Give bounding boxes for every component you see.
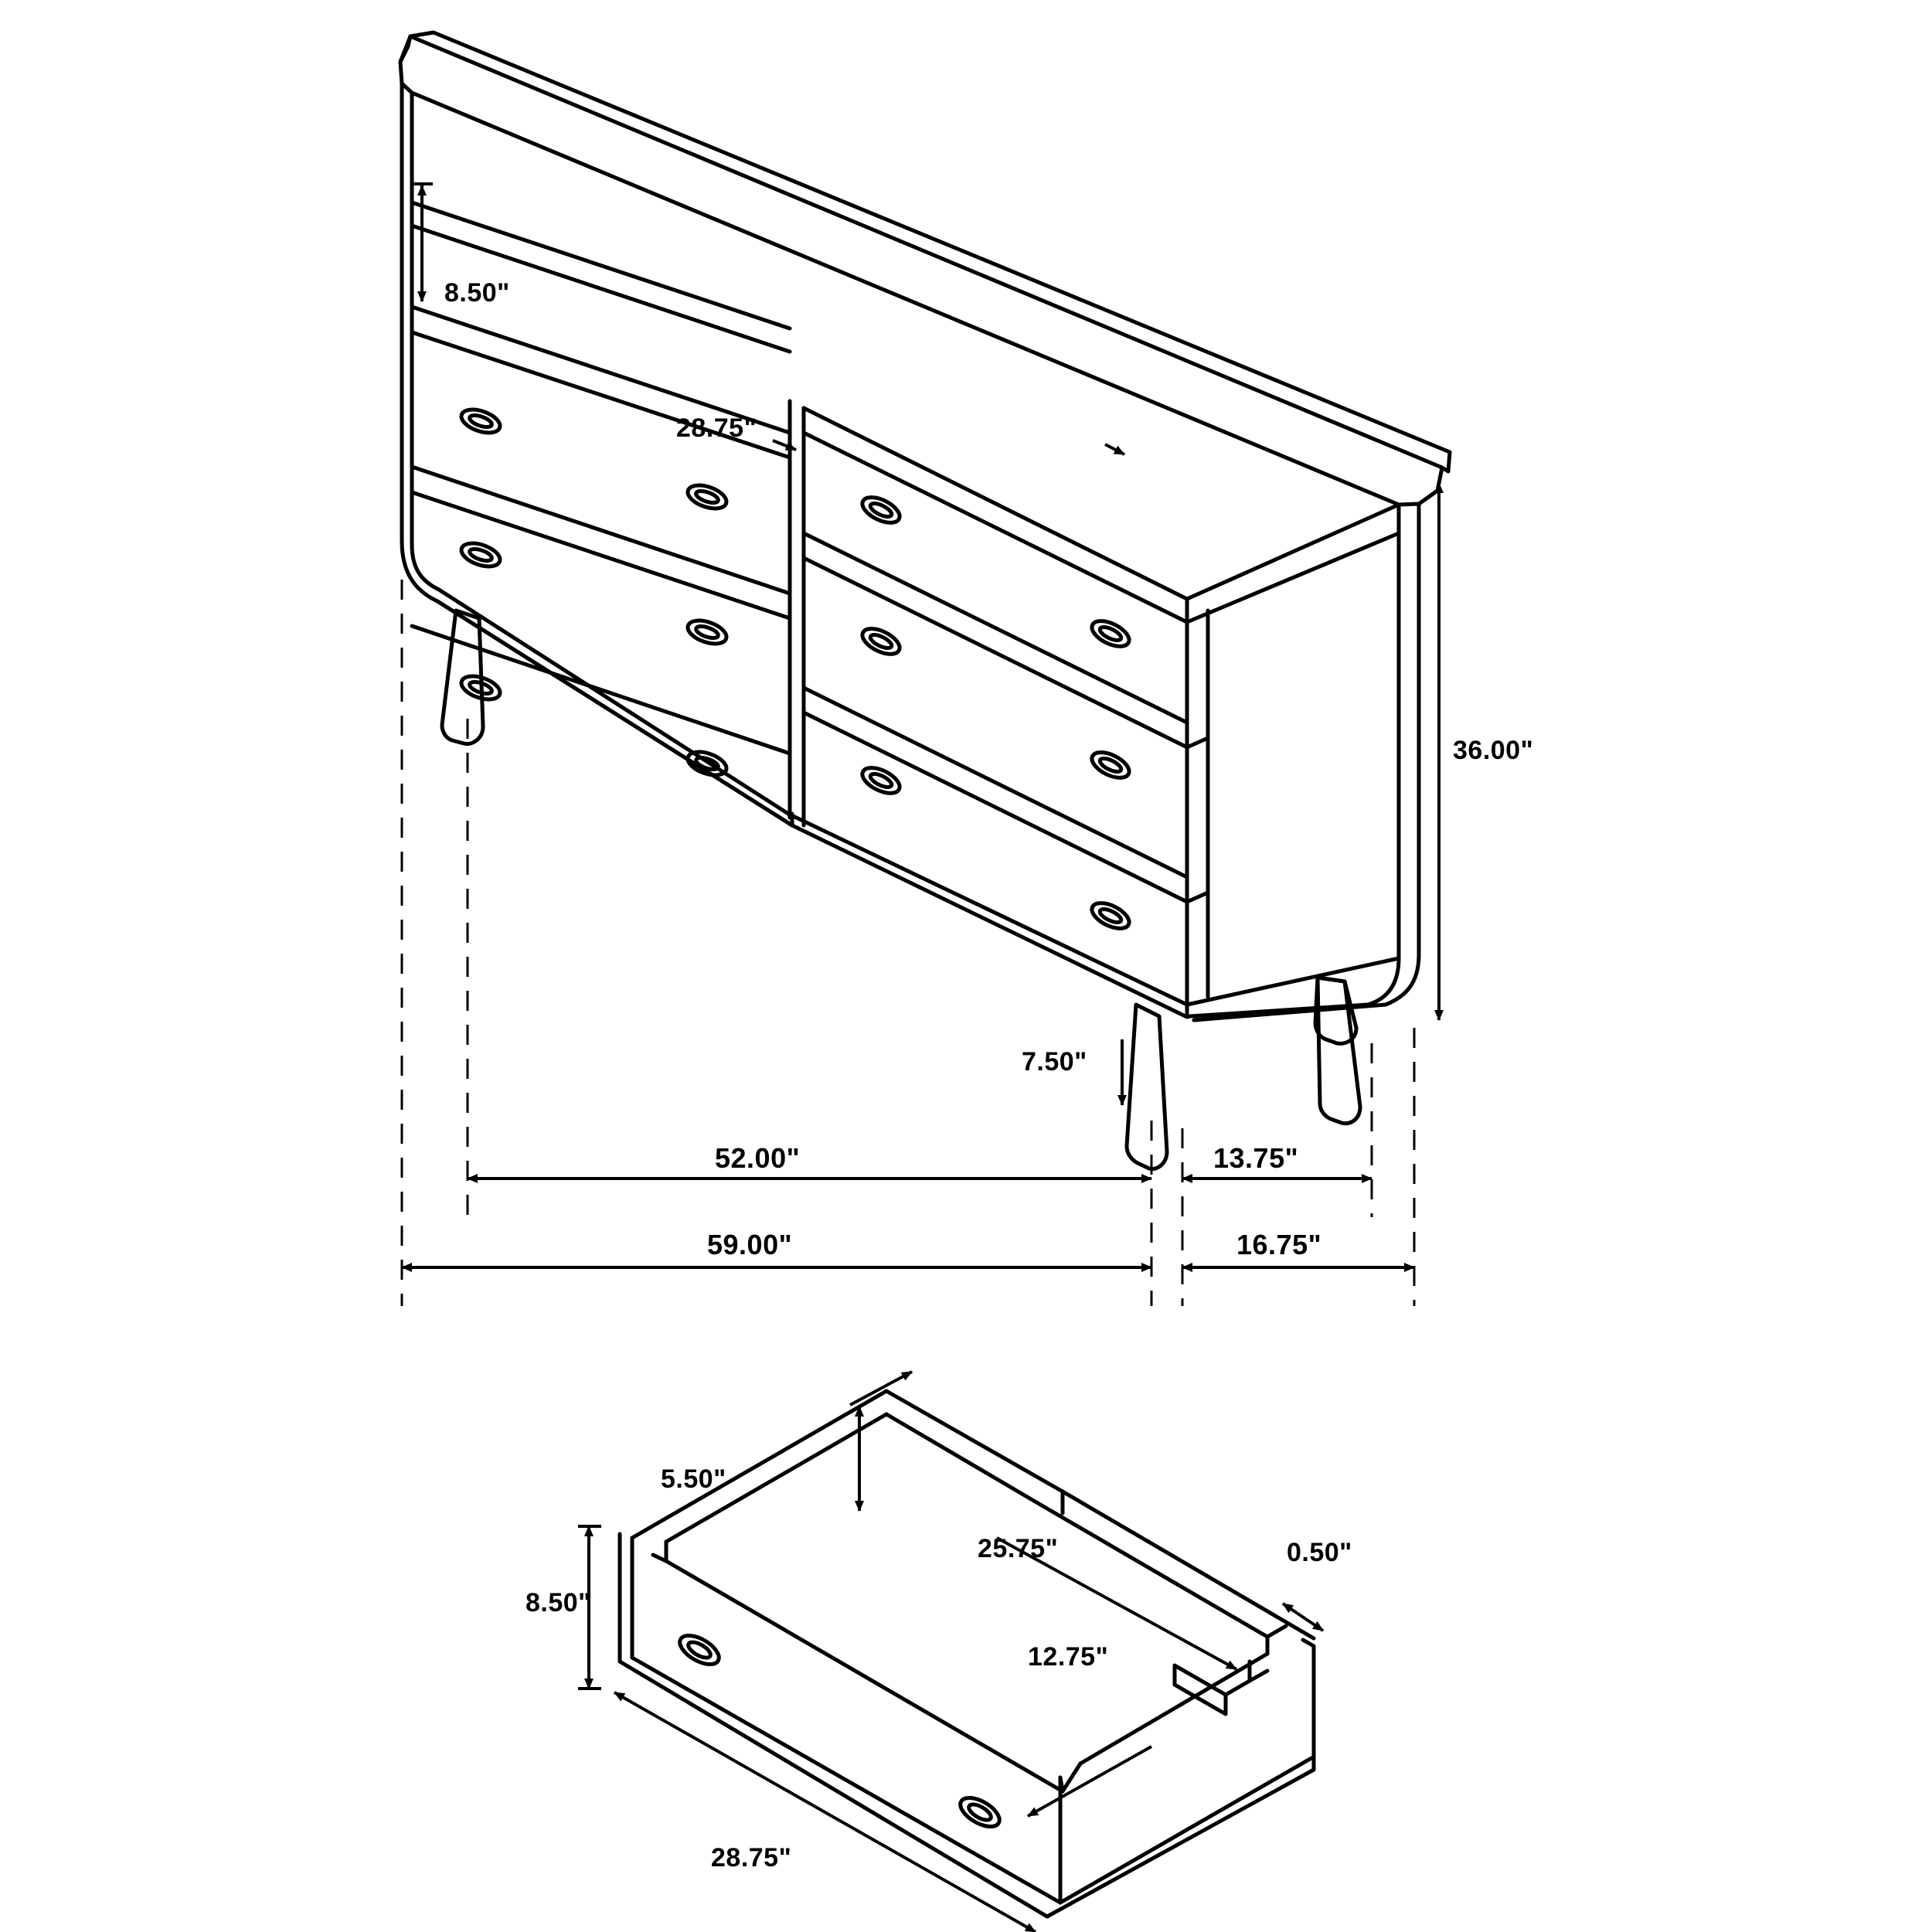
dim-interior-depth: 5.50" <box>661 1464 726 1494</box>
dim-drawer-height: 8.50" <box>526 1588 591 1617</box>
dim-drawer-face-width: 28.75" <box>676 413 757 443</box>
dim-cabinet-depth: 13.75" <box>1213 1142 1299 1174</box>
dresser-body <box>400 32 1450 1169</box>
dim-overall-depth: 16.75" <box>1236 1229 1322 1260</box>
dim-overall-height: 36.00" <box>1453 736 1534 765</box>
dim-overall-width: 59.00" <box>707 1229 793 1260</box>
dim-drawer-width: 28.75" <box>711 1843 792 1872</box>
assembly-extension-lines <box>402 580 1414 1306</box>
assembly-dimension-lines <box>402 184 1439 1267</box>
dim-interior-width: 12.75" <box>1028 1642 1109 1672</box>
dim-drawer-face-height: 8.50" <box>444 278 510 308</box>
dim-cabinet-width: 52.00" <box>715 1142 801 1174</box>
dim-interior-length: 25.75" <box>978 1534 1059 1563</box>
dim-leg-height: 7.50" <box>1022 1047 1087 1077</box>
dim-panel-thickness: 0.50" <box>1287 1538 1352 1567</box>
detail-dimension-lines <box>578 1372 1323 1932</box>
